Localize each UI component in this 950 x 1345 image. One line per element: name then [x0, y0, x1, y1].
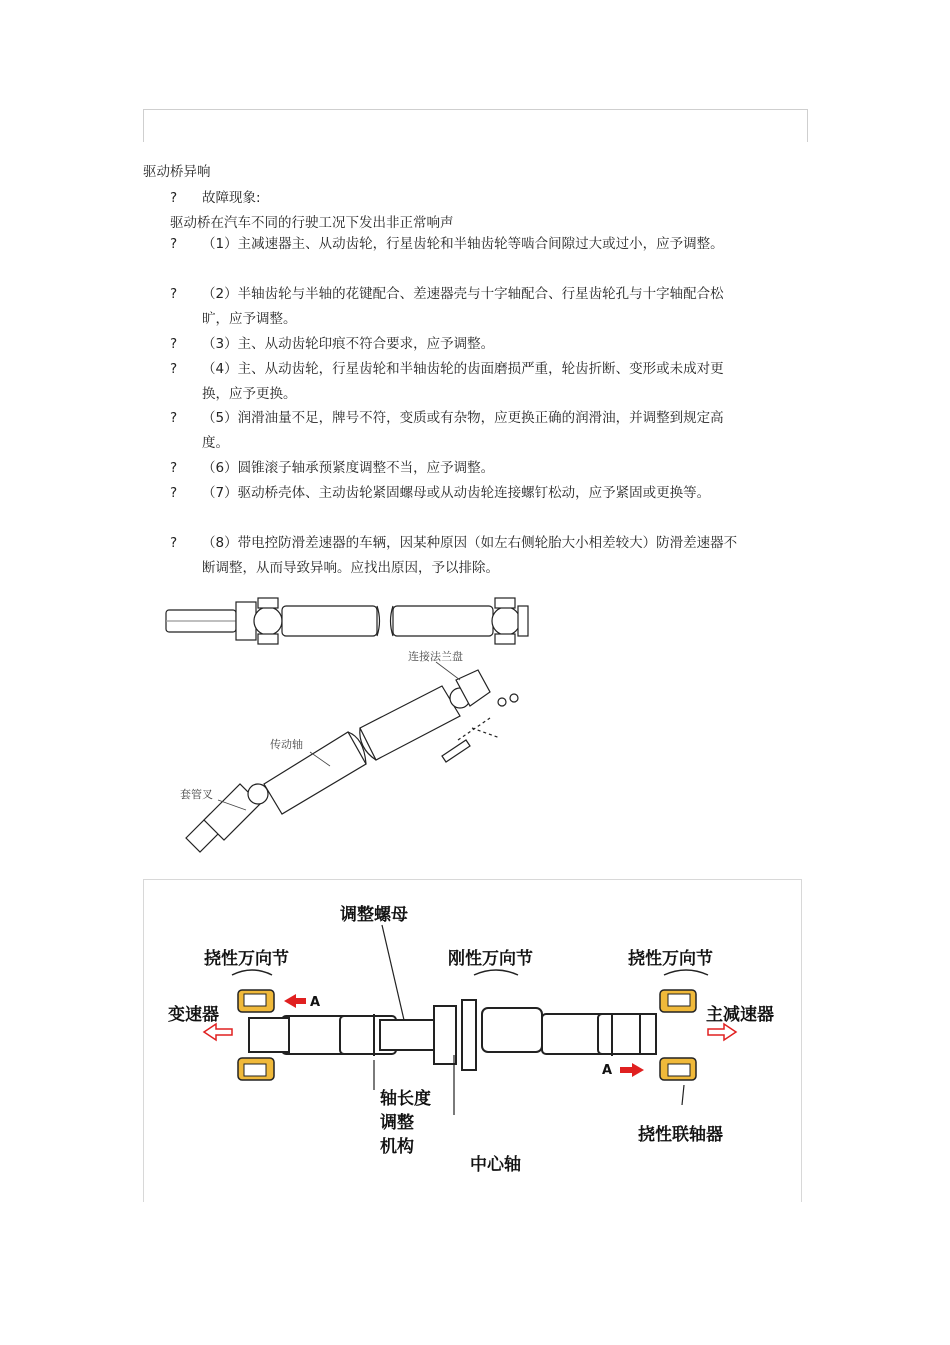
arrow-to-transmission-icon — [204, 1024, 232, 1040]
bullet-marker: ? — [170, 236, 178, 252]
shaft-side-view — [166, 598, 528, 644]
bracket-center — [474, 970, 518, 975]
arrow-a-left-icon — [284, 994, 306, 1008]
bullet-marker: ? — [170, 361, 178, 377]
sleeve-label: 套管叉 — [180, 788, 213, 801]
arrow-a-right-label: A — [602, 1063, 613, 1078]
cause-item — [170, 481, 750, 506]
cause-item — [170, 332, 750, 357]
cause-item — [170, 531, 750, 581]
flange-label: 连接法兰盘 — [408, 650, 463, 663]
bullet-marker: ? — [170, 460, 178, 476]
rigid-joint-label: 刚性万向节 — [448, 949, 533, 969]
arrow-a-left-label: A — [310, 995, 321, 1010]
nut-leader — [382, 925, 404, 1020]
transmission-label: 变速器 — [168, 1005, 219, 1025]
cause-item — [170, 232, 750, 257]
propeller-shaft-diagram — [143, 879, 802, 1202]
cause-text: （6）圆锥滚子轴承预紧度调整不当，应予调整。 — [202, 460, 495, 476]
length-adjust-label-1: 轴长度 — [380, 1089, 431, 1109]
cause-text: （3）主、从动齿轮印痕不符合要求，应予调整。 — [202, 336, 495, 352]
adjust-nut-label: 调整螺母 — [340, 905, 408, 925]
symptom-label: 故障现象: — [202, 190, 261, 206]
final-drive-label: 主减速器 — [706, 1005, 774, 1025]
bracket-right — [664, 970, 708, 975]
propeller-shaft-svg — [144, 880, 801, 1202]
bullet-marker: ? — [170, 410, 178, 426]
bracket-left — [232, 970, 272, 975]
arrow-a-right-icon — [620, 1063, 644, 1077]
flex-joint-right — [660, 990, 696, 1080]
cause-text: （2）半轴齿轮与半轴的花键配合、差速器壳与十字轴配合、行星齿轮孔与十字轴配合松旷，应予调整。 — [202, 286, 724, 327]
cause-text: （7）驱动桥壳体、主动齿轮紧固螺母或从动齿轮连接螺钉松动，应予紧固或更换等。 — [202, 485, 711, 501]
shaft-label: 传动轴 — [270, 738, 303, 751]
bullet-marker: ? — [170, 286, 178, 302]
header-box — [143, 109, 808, 142]
bullet-marker: ? — [170, 190, 178, 206]
cause-item — [170, 456, 750, 481]
symptom-line — [170, 186, 261, 206]
section-heading: 驱动桥异响 — [143, 164, 211, 180]
center-shaft-label: 中心轴 — [470, 1155, 521, 1175]
flex-joint-left-label: 挠性万向节 — [204, 949, 289, 969]
bullet-marker: ? — [170, 485, 178, 501]
flex-joint-right-label: 挠性万向节 — [628, 949, 713, 969]
arrow-to-final-drive-icon — [708, 1024, 736, 1040]
bullet-marker: ? — [170, 535, 178, 551]
cause-text: （5）润滑油量不足，牌号不符，变质或有杂物，应更换正确的润滑油，并调整到规定高度。 — [202, 410, 724, 451]
length-adjust-label-2: 调整 — [380, 1113, 414, 1133]
cause-text: （1）主减速器主、从动齿轮，行星齿轮和半轴齿轮等啮合间隙过大或过小，应予调整。 — [202, 236, 724, 252]
flex-coupling-label: 挠性联轴器 — [638, 1125, 723, 1145]
cause-text: （8）带电控防滑差速器的车辆，因某种原因（如左右侧轮胎大小相差较大）防滑差速器不断调整，从而导致异响。应找出原因，予以排除。 — [202, 535, 738, 576]
cause-text: （4）主、从动齿轮，行星齿轮和半轴齿轮的齿面磨损严重，轮齿折断、变形或未成对更换，应予更换。 — [202, 361, 724, 402]
bullet-marker: ? — [170, 336, 178, 352]
cause-item — [170, 406, 750, 456]
flange-leader — [436, 662, 460, 680]
cause-item — [170, 282, 750, 332]
cause-item — [170, 357, 750, 407]
symptom-description: 驱动桥在汽车不同的行驶工况下发出非正常响声 — [170, 215, 454, 231]
length-adjust-label-3: 机构 — [380, 1137, 414, 1157]
coupling-leader — [682, 1085, 684, 1105]
drive-shaft-figure — [160, 588, 550, 863]
shaft-exploded-view — [186, 670, 518, 852]
shaft-body — [249, 1000, 656, 1070]
